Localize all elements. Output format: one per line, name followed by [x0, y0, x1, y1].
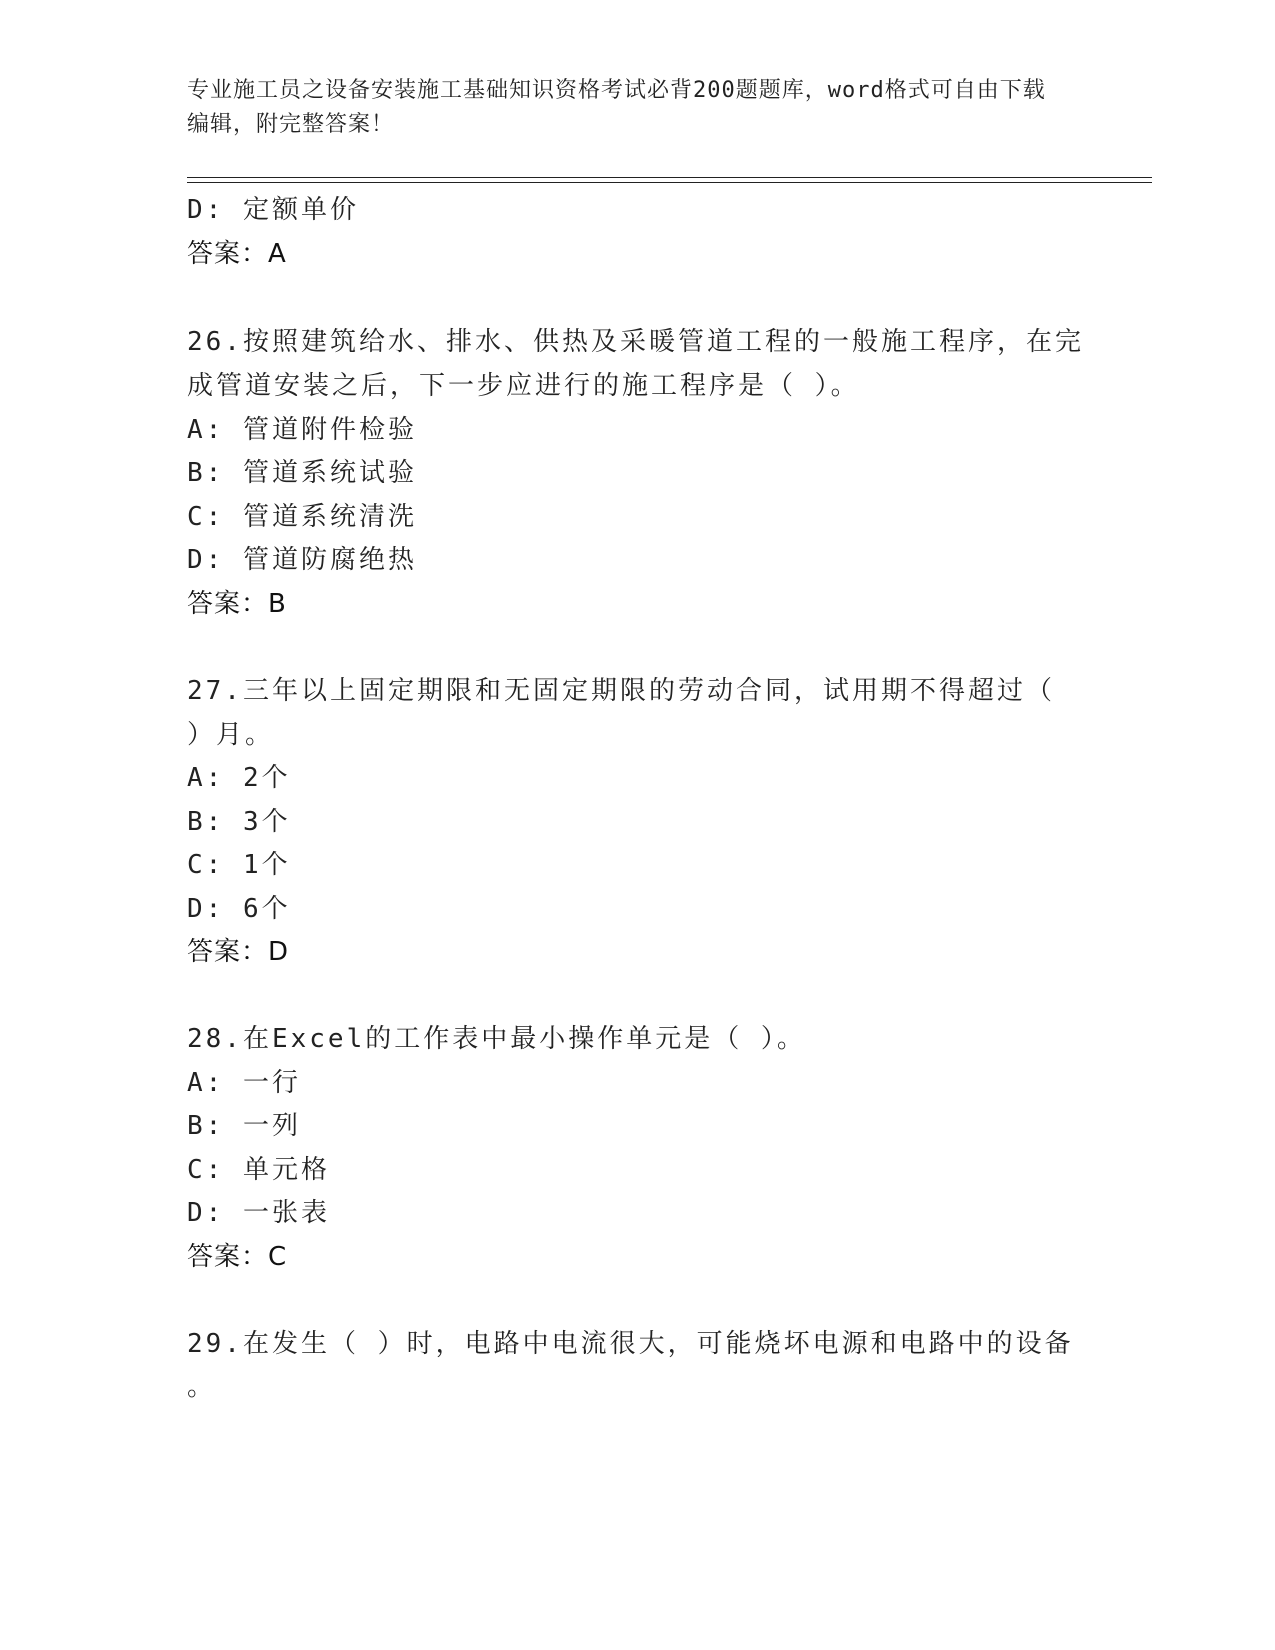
option-line: A: 管道附件检验 [187, 415, 417, 445]
question-stem: 成管道安装之后，下一步应进行的施工程序是（ ）。 [187, 371, 860, 401]
question-stem: 27.三年以上固定期限和无固定期限的劳动合同，试用期不得超过（ [187, 676, 1055, 706]
option-line: D: 一张表 [187, 1198, 330, 1228]
option-line: B: 3个 [187, 807, 291, 837]
document-header: 专业施工员之设备安装施工基础知识资格考试必背200题题库，word格式可自由下载编辑，附完整答案！ [187, 78, 1046, 137]
question-stem: 。 [187, 1372, 217, 1402]
question-stem: ）月。 [187, 720, 275, 750]
question-stem: 29.在发生（ ）时，电路中电流很大，可能烧坏电源和电路中的设备 [187, 1329, 1074, 1359]
answer-line: 答案：A [187, 239, 287, 269]
option-line: D: 管道防腐绝热 [187, 545, 417, 575]
option-line: B: 一列 [187, 1111, 301, 1141]
question-stem: 26.按照建筑给水、排水、供热及采暖管道工程的一般施工程序，在完 [187, 327, 1084, 357]
option-line: D: 定额单价 [187, 195, 359, 225]
header-divider-top [187, 177, 1152, 178]
option-line: A: 一行 [187, 1068, 301, 1098]
option-line: B: 管道系统试验 [187, 458, 417, 488]
answer-line: 答案：C [187, 1242, 288, 1272]
option-line: D: 6个 [187, 894, 291, 924]
answer-line: 答案：B [187, 589, 287, 619]
answer-line: 答案：D [187, 937, 290, 967]
option-line: C: 1个 [187, 850, 291, 880]
option-line: C: 单元格 [187, 1155, 330, 1185]
option-line: C: 管道系统清洗 [187, 502, 417, 532]
option-line: A: 2个 [187, 763, 291, 793]
question-stem: 28.在Excel的工作表中最小操作单元是（ ）。 [187, 1024, 806, 1054]
header-divider-bottom [187, 182, 1152, 183]
